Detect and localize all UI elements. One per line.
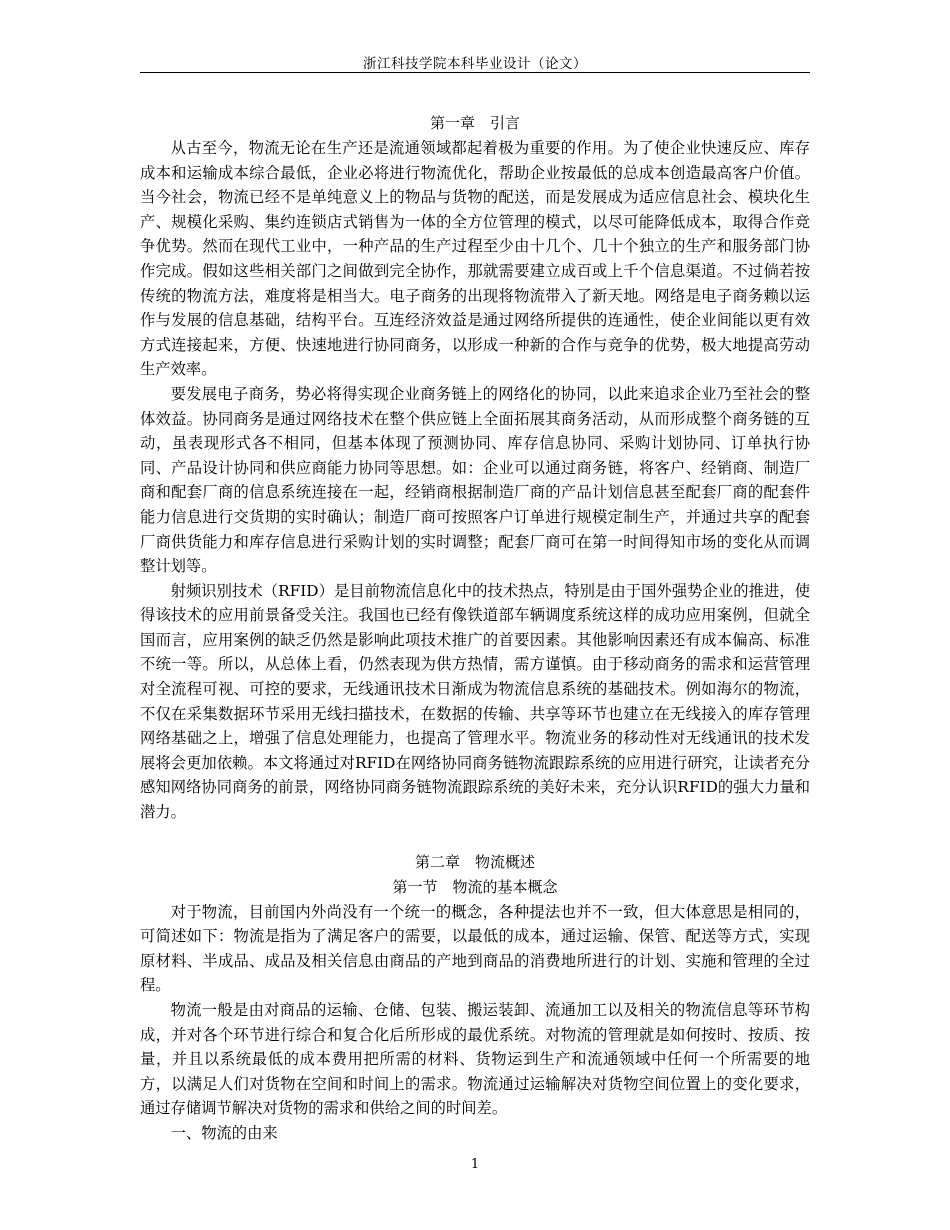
chapter-1-paragraph-1: 从古至今，物流无论在生产还是流通领域都起着极为重要的作用。为了使企业快速反应、库存成本和运输成本综合最低，企业必将进行物流优化，帮助企业按最低的总成本创造最高客户价值。当今社会，物流已经不是单纯意义上的物品与货物的配送，而是发展成为适应信息社会、模块化生产、规模化采购、集约连锁店式销售为一体的全方位管理的模式，以尽可能降低成本，取得合作竞争优势。然而在现代工业中，一种产品的生产过程至少由十几个、几十个独立的生产和服务部门协作完成。假如这些相关部门之间做到完全协作，那就需要建立成百或上千个信息渠道。不过倘若按传统的物流方法，难度将是相当大。电子商务的出现将物流带入了新天地。网络是电子商务赖以运作与发展的信息基础，结构平台。互连经济效益是通过网络所提供的连通性，使企业间能以更有效方式连接起来，方便、快速地进行协同商务，以形成一种新的合作与竞争的优势，极大地提高劳动生产效率。 xyxy=(140,139,810,379)
header-rule xyxy=(140,72,810,73)
chapter-spacer xyxy=(140,825,810,849)
subsection-heading: 一、物流的由来 xyxy=(170,1123,278,1142)
body-content xyxy=(140,110,810,1146)
chapter-2-title: 第二章 物流概述 xyxy=(414,852,535,871)
chapter-1-paragraph-3: 射频识别技术（RFID）是目前物流信息化中的技术热点，特别是由于国外强势企业的推进，使得该技术的应用前景备受关注。我国也已经有像铁道部车辆调度系统这样的成功应用案例，但就全国而言，应用案例的缺乏仍然是影响此项技术推广的首要因素。其他影响因素还有成本偏高、标准不统一等。所以，从总体上看，仍然表现为供方热情，需方谨慎。由于移动商务的需求和运营管理对全流程可视、可控的要求，无线通讯技术日渐成为物流信息系统的基础技术。例如海尔的物流，不仅在采集数据环节采用无线扫描技术，在数据的传输、共享等环节也建立在无线接入的库存管理网络基础之上，增强了信息处理能力，也提高了管理水平。物流业务的移动性对无线通讯的技术发展将会更加依赖。本文将通过对RFID在网络协同商务链物流跟踪系统的应用进行研究，让读者充分感知网络协同商务的前景，网络协同商务链物流跟踪系统的美好未来，充分认识RFID的强大力量和潜力。 xyxy=(140,581,810,822)
page-number: 1 xyxy=(470,1157,480,1172)
section-1-title: 第一节 物流的基本概念 xyxy=(392,877,558,896)
running-header: 浙江科技学院本科毕业设计（论文） xyxy=(363,56,587,72)
chapter-2-paragraph-1: 对于物流，目前国内外尚没有一个统一的概念，各种提法也并不一致，但大体意思是相同的，可简述如下：物流是指为了满足客户的需要，以最低的成本，通过运输、保管、配送等方式，实现原材料、半成品、成品及相关信息由商品的产地到商品的消费地所进行的计划、实施和管理的全过程。 xyxy=(140,902,810,995)
chapter-1-title: 第一章 引言 xyxy=(429,114,520,132)
chapter-1-paragraph-2: 要发展电子商务，势必将得实现企业商务链上的网络化的协同，以此来追求企业乃至社会的整体效益。协同商务是通过网络技术在整个供应链上全面拓展其商务活动，从而形成整个商务链的互动，虽表现形式各不相同，但基本体现了预测协同、库存信息协同、采购计划协同、订单执行协同、产品设计协同和供应商能力协同等思想。如：企业可以通过商务链，将客户、经销商、制造厂商和配套厂商的信息系统连接在一起，经销商根据制造厂商的产品计划信息甚至配套厂商的配套件能力信息进行交货期的实时确认；制造厂商可按照客户订单进行规模定制生产，并通过共享的配套厂商供货能力和库存信息进行采购计划的实时调整；配套厂商可在第一时间得知市场的变化从而调整计划等。 xyxy=(140,384,810,576)
chapter-2-paragraph-2: 物流一般是由对商品的运输、仓储、包装、搬运装卸、流通加工以及相关的物流信息等环节构成，并对各个环节进行综合和复合化后所形成的最优系统。对物流的管理就是如何按时、按质、按量，并且以系统最低的成本费用把所需的材料、货物运到生产和流通领域中任何一个所需要的地方，以满足人们对货物在空间和时间上的需求。物流通过运输解决对货物空间位置上的变化要求，通过存储调节解决对货物的需求和供给之间的时间差。 xyxy=(140,1001,810,1118)
